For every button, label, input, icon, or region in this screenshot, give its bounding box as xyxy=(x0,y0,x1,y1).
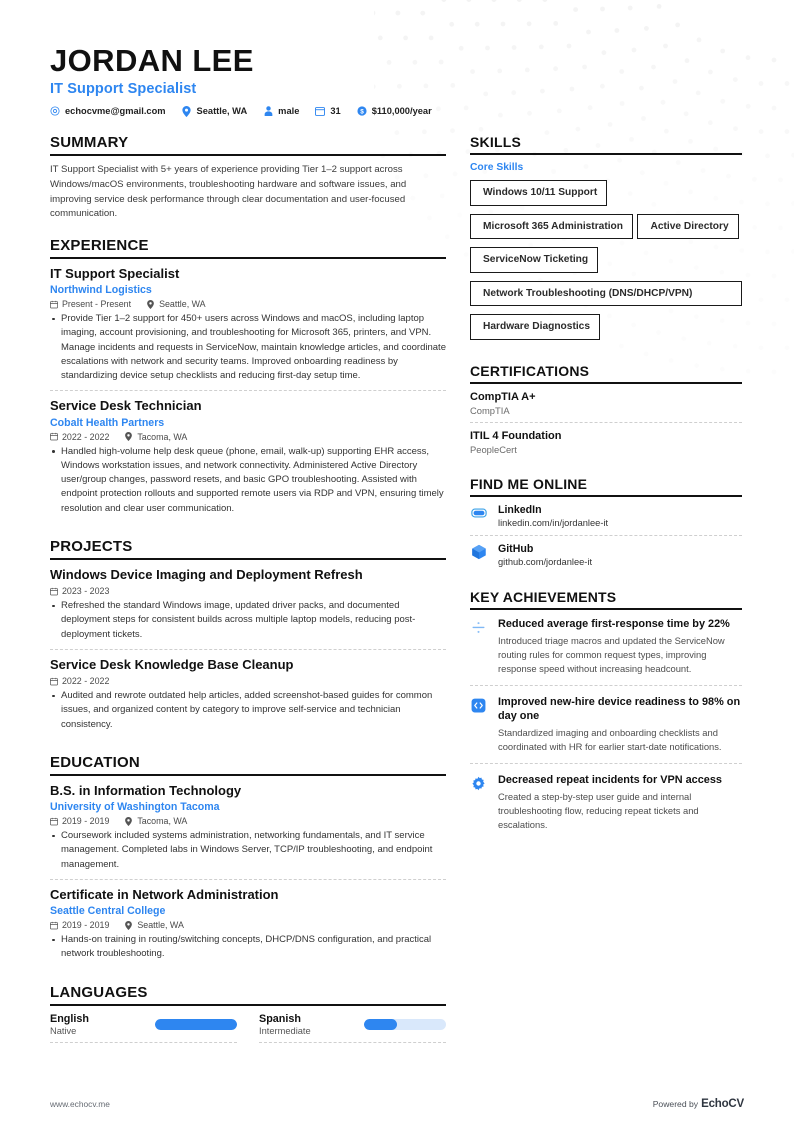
education-location xyxy=(125,920,184,930)
section-skills xyxy=(470,134,742,347)
experience-dates xyxy=(50,299,131,309)
section-title-find-me-online: FIND ME ONLINE xyxy=(470,476,742,497)
person-icon xyxy=(263,106,273,116)
page-title: JORDAN LEE xyxy=(50,43,254,78)
resume-body xyxy=(0,116,794,1058)
right-column xyxy=(470,134,742,855)
achievement-item xyxy=(470,695,742,764)
footer-site-url: www.echocv.me xyxy=(50,1099,110,1109)
project-title: Windows Device Imaging and Deployment Refresh xyxy=(50,566,363,582)
language-proficiency-fill xyxy=(155,1019,237,1030)
education-meta xyxy=(50,920,446,930)
project-bullets xyxy=(50,599,446,642)
calendar-icon xyxy=(50,587,58,596)
project-entry xyxy=(50,657,446,739)
left-column xyxy=(50,134,446,1058)
experience-bullets xyxy=(50,312,446,383)
certification-issuer: PeopleCert xyxy=(470,443,517,455)
language-item xyxy=(50,1013,237,1044)
footer-brand-name: EchoCV xyxy=(701,1098,744,1110)
job-title-subtitle: IT Support Specialist xyxy=(50,81,197,98)
experience-company: Cobalt Health Partners xyxy=(50,416,165,429)
skill-chip: Active Directory xyxy=(637,214,738,239)
experience-job-title: Service Desk Technician xyxy=(50,398,202,414)
education-degree: B.S. in Information Technology xyxy=(50,782,242,798)
education-entry xyxy=(50,783,446,880)
at-email-icon xyxy=(50,106,60,116)
achievement-title: Decreased repeat incidents for VPN access xyxy=(498,773,722,786)
section-title-summary: SUMMARY xyxy=(50,134,446,156)
link-label: GitHub xyxy=(498,542,534,555)
experience-dates xyxy=(50,432,109,442)
achievement-description: Introduced triage macros and updated the ServiceNow routing rules for common request types, improving response speed without increasing headcount. xyxy=(498,634,725,674)
skill-chip: Hardware Diagnostics xyxy=(470,314,600,339)
language-proficiency-bar xyxy=(155,1019,237,1030)
language-level: Intermediate xyxy=(259,1026,311,1037)
footer-powered-by-label: Powered by xyxy=(652,1099,699,1109)
location-pin-icon xyxy=(125,817,133,826)
education-school: Seattle Central College xyxy=(50,905,166,918)
gear-icon xyxy=(470,775,487,792)
skill-chip: Network Troubleshooting (DNS/DHCP/VPN) xyxy=(470,281,742,306)
divide-icon xyxy=(470,619,487,636)
project-meta xyxy=(50,676,446,686)
achievement-item xyxy=(470,617,742,686)
experience-dates-text: 2022 - 2022 xyxy=(62,431,110,442)
experience-meta xyxy=(50,432,446,442)
education-location xyxy=(125,816,187,826)
project-dates xyxy=(50,676,109,686)
linkedin-icon xyxy=(470,505,487,522)
contact-age-text: 31 xyxy=(330,106,341,117)
education-school: University of Washington Tacoma xyxy=(50,801,220,814)
achievement-item xyxy=(470,773,742,841)
contact-salary xyxy=(357,106,432,116)
experience-job-title: IT Support Specialist xyxy=(50,265,180,281)
contact-email-text: echocvme@gmail.com xyxy=(65,106,166,117)
education-meta xyxy=(50,816,446,826)
experience-company: Northwind Logistics xyxy=(50,284,152,297)
github-cube-icon xyxy=(470,544,487,561)
language-proficiency-fill xyxy=(364,1019,397,1030)
contact-gender xyxy=(263,106,299,116)
section-find-me-online xyxy=(470,476,742,574)
education-location-text: Tacoma, WA xyxy=(137,816,188,827)
calendar-icon xyxy=(50,677,58,686)
contact-location-text: Seattle, WA xyxy=(196,106,248,117)
achievement-title: Improved new-hire device readiness to 98% on day one xyxy=(498,695,741,722)
experience-location-text: Tacoma, WA xyxy=(137,431,188,442)
link-item-github[interactable] xyxy=(470,543,742,574)
project-dates xyxy=(50,586,109,596)
experience-meta xyxy=(50,299,446,309)
certification-item xyxy=(470,430,742,461)
link-item-linkedin[interactable] xyxy=(470,504,742,536)
achievement-title: Reduced average first-response time by 22% xyxy=(498,617,730,630)
section-key-achievements xyxy=(470,589,742,841)
bullet-item: Provide Tier 1–2 support for 450+ users across Windows and macOS, including laptop imaging, account provisioning, and troubleshooting for Microsoft 365, printers, and VPN. Manage incidents and requests in ServiceNow, maintain knowledge articles, and coordinate escalations with network and security teams. Improved onboarding readiness by standardizing device setup checklists and reducing first-day setup time. xyxy=(50,312,446,383)
calendar-icon xyxy=(50,432,58,441)
experience-location-text: Seattle, WA xyxy=(159,299,206,310)
calendar-icon xyxy=(50,300,58,309)
skills-group-label: Core Skills xyxy=(470,162,524,174)
section-education xyxy=(50,754,446,969)
education-dates xyxy=(50,816,109,826)
certification-name: CompTIA A+ xyxy=(470,390,536,403)
education-dates-text: 2019 - 2019 xyxy=(62,920,110,931)
section-title-skills: SKILLS xyxy=(470,134,742,155)
location-pin-icon xyxy=(147,300,155,309)
location-pin-icon xyxy=(125,921,133,930)
certification-item xyxy=(470,391,742,423)
project-entry xyxy=(50,567,446,650)
contact-email xyxy=(50,106,166,116)
experience-entry xyxy=(50,266,446,392)
project-dates-text: 2023 - 2023 xyxy=(62,586,110,597)
experience-location xyxy=(147,299,206,309)
contact-salary-text: $110,000/year xyxy=(371,106,432,117)
contact-gender-text: male xyxy=(278,106,300,117)
calendar-icon xyxy=(50,921,58,930)
experience-dates-text: Present - Present xyxy=(62,299,132,310)
bullet-item: Coursework included systems administration, networking fundamentals, and IT service management. Completed labs in Windows Server, TCP/IP troubleshooting, and endpoint management. xyxy=(50,829,446,872)
language-proficiency-bar xyxy=(364,1019,446,1030)
education-entry xyxy=(50,887,446,969)
education-bullets xyxy=(50,829,446,872)
project-meta xyxy=(50,586,446,596)
section-title-certifications: CERTIFICATIONS xyxy=(470,363,742,384)
language-item xyxy=(259,1013,446,1044)
project-bullets xyxy=(50,689,446,732)
skill-chip: ServiceNow Ticketing xyxy=(470,247,598,272)
education-dates xyxy=(50,920,109,930)
bullet-item: Handled high-volume help desk queue (phone, email, walk-up) supporting EHR access, Windows workstation issues, and network connectivity. Administered Active Directory user/group changes, password resets, and basic GPO troubleshooting. Assisted with endpoint protection rollouts and supported remote users via RDP and VPN, ensuring timely resolution and clear user communication. xyxy=(50,445,446,516)
experience-location xyxy=(125,432,187,442)
contact-age xyxy=(315,106,340,116)
certification-issuer: CompTIA xyxy=(470,404,510,416)
calendar-icon xyxy=(50,817,58,826)
resume-header xyxy=(0,0,794,116)
location-pin-icon xyxy=(182,106,192,116)
section-title-projects: PROJECTS xyxy=(50,538,446,560)
education-dates-text: 2019 - 2019 xyxy=(62,816,110,827)
link-url: github.com/jordanlee-it xyxy=(498,556,593,567)
section-projects xyxy=(50,538,446,739)
skill-chip: Windows 10/11 Support xyxy=(470,180,607,205)
section-title-experience: EXPERIENCE xyxy=(50,237,446,259)
page-footer xyxy=(50,1098,744,1110)
bullet-item: Audited and rewrote outdated help articles, added screenshot-based guides for common issues, and organized content by category to improve self-service and technician consistency. xyxy=(50,689,446,732)
section-title-languages: LANGUAGES xyxy=(50,984,446,1006)
dollar-coin-icon xyxy=(357,106,367,116)
section-experience xyxy=(50,237,446,523)
language-level: Native xyxy=(50,1026,77,1037)
svg-text:$: $ xyxy=(359,108,364,116)
language-name: Spanish xyxy=(259,1012,301,1025)
languages-grid xyxy=(50,1013,446,1044)
section-languages xyxy=(50,984,446,1044)
summary-paragraph: IT Support Specialist with 5+ years of experience providing Tier 1–2 support across Windows/macOS environments, troubleshooting hardware and software issues, and improving service desk performance through clear documentation and user-focused communication. xyxy=(50,164,407,220)
section-title-education: EDUCATION xyxy=(50,754,446,776)
link-label: LinkedIn xyxy=(498,503,542,516)
achievement-description: Created a step-by-step user guide and internal troubleshooting flow, reducing repeat tickets and escalations. xyxy=(498,790,699,830)
bullet-item: Hands-on training in routing/switching concepts, DHCP/DNS configuration, and practical network troubleshooting. xyxy=(50,933,446,962)
bullet-item: Refreshed the standard Windows image, updated driver packs, and documented deployment steps for consistent builds across multiple laptop models, reducing post-deployment tickets. xyxy=(50,599,446,642)
code-brackets-icon xyxy=(470,697,487,714)
achievement-description: Standardized imaging and onboarding checklists and coordinated with HR for earlier start-date notifications. xyxy=(498,726,722,752)
footer-powered-by xyxy=(653,1098,744,1110)
skill-chip: Microsoft 365 Administration xyxy=(470,214,633,239)
contact-location xyxy=(182,106,248,116)
section-summary xyxy=(50,134,446,221)
certification-name: ITIL 4 Foundation xyxy=(470,429,562,442)
education-location-text: Seattle, WA xyxy=(137,920,184,931)
contact-info-row xyxy=(50,106,744,116)
language-name: English xyxy=(50,1012,89,1025)
education-bullets xyxy=(50,933,446,962)
location-pin-icon xyxy=(125,432,133,441)
calendar-icon xyxy=(315,106,325,116)
section-certifications xyxy=(470,363,742,461)
project-dates-text: 2022 - 2022 xyxy=(62,676,110,687)
experience-entry xyxy=(50,398,446,523)
section-title-key-achievements: KEY ACHIEVEMENTS xyxy=(470,589,742,610)
project-title: Service Desk Knowledge Base Cleanup xyxy=(50,656,294,672)
experience-bullets xyxy=(50,445,446,516)
education-degree: Certificate in Network Administration xyxy=(50,886,279,902)
link-url: linkedin.com/in/jordanlee-it xyxy=(498,517,609,528)
